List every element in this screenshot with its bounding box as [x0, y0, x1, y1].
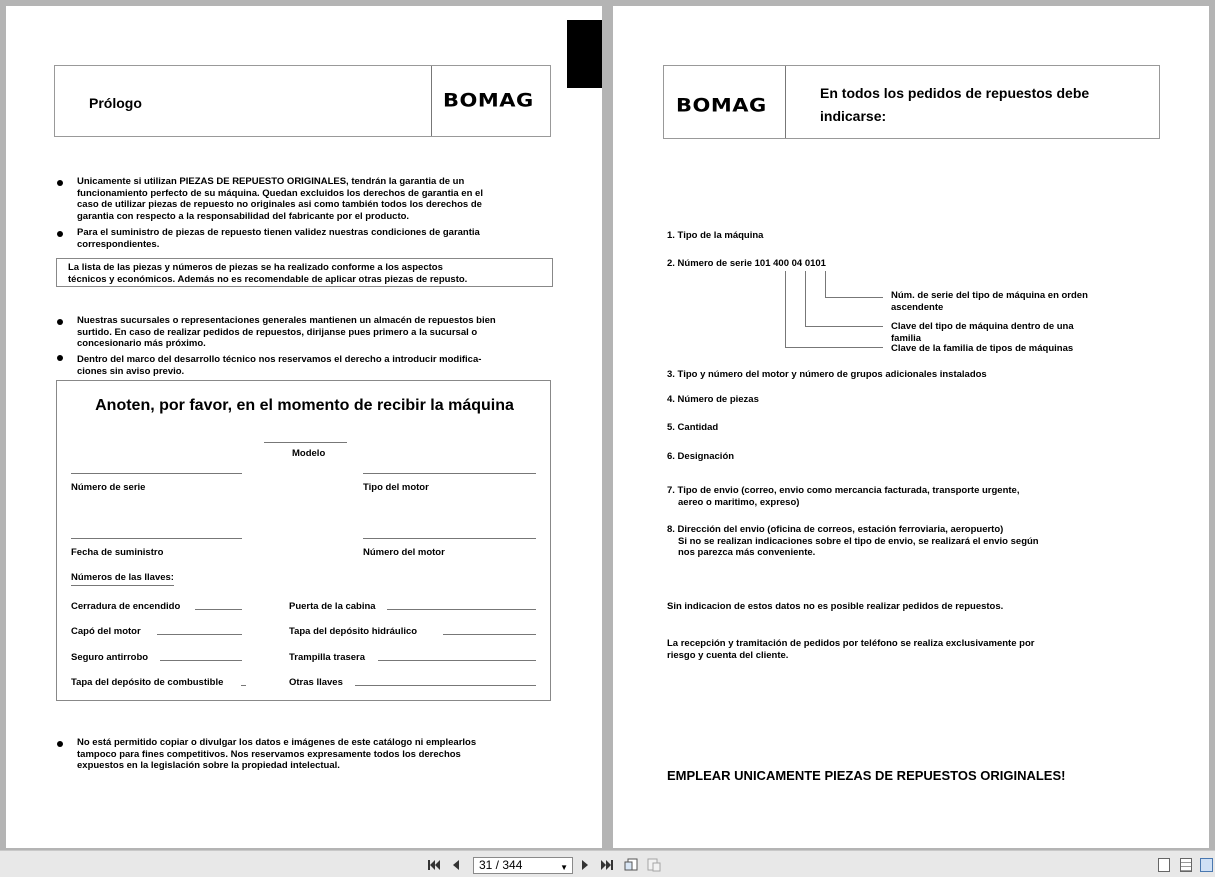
paragraph-branches: Nuestras sucursales o representaciones generales mantienen un almacén de repuestos bien surtido. En caso de realizar pedidos de repuestos, dirijanse pues primero a la sucursal o concesionario más próximo.	[77, 315, 496, 349]
bullet-icon	[57, 319, 63, 325]
page-title: Prólogo	[89, 95, 142, 111]
item-motor: 3. Tipo y número del motor y número de grupos adicionales instalados	[667, 369, 987, 380]
bullet-icon	[57, 355, 63, 361]
paragraph-warranty: Unicamente si utilizan PIEZAS DE REPUESTO ORIGINALES, tendrán la garantia de un funcionamiento perfecto de su máquina. Quedan excluidos los derechos de garantia en el caso de utilizar piezas de repuesto no originales asi como también todos los derechos de garantia con respecto a la responsabilidad del fabricante por el producto.	[77, 176, 483, 222]
go-back-view-button[interactable]	[623, 857, 639, 873]
machine-receipt-form	[56, 380, 551, 701]
bullet-icon	[57, 741, 63, 747]
item-cantidad: 5. Cantidad	[667, 422, 719, 433]
document-page-right	[613, 6, 1209, 848]
bomag-logo: BOMAG	[443, 89, 534, 111]
annotation-serial: Núm. de serie del tipo de máquina en orden ascendente	[891, 290, 1088, 313]
viewer-toolbar	[0, 850, 1215, 877]
bullet-icon	[57, 180, 63, 186]
label-tapa-hidraulico: Tapa del depósito hidráulico	[289, 626, 418, 637]
paragraph-conditions: Para el suministro de piezas de repuesto tienen validez nuestras condiciones de garantia correspondientes.	[77, 227, 480, 250]
annotation-type-key: Clave del tipo de máquina dentro de una familia	[891, 321, 1074, 344]
last-page-button[interactable]	[600, 857, 614, 873]
next-page-icon	[580, 859, 590, 871]
note-box	[56, 258, 553, 287]
page-title: En todos los pedidos de repuestos debe indicarse:	[820, 85, 1090, 124]
label-modelo: Modelo	[292, 448, 326, 459]
label-capo: Capó del motor	[71, 626, 141, 637]
item-designacion: 6. Designación	[667, 451, 735, 462]
first-page-button[interactable]	[427, 857, 441, 873]
item-numero-serie: 2. Número de serie 101 400 04 0101	[667, 258, 826, 269]
form-title: Anoten, por favor, en el momento de recibir la máquina	[95, 397, 514, 414]
section-tab-marker	[567, 20, 602, 88]
label-cerradura: Cerradura de encendido	[71, 601, 181, 612]
label-seguro: Seguro antirrobo	[71, 652, 149, 663]
go-back-view-icon	[624, 858, 639, 872]
label-puerta: Puerta de la cabina	[289, 601, 376, 612]
note-line: La lista de las piezas y números de piezas se ha realizado conforme a los aspectos	[68, 262, 443, 273]
single-page-view-icon[interactable]	[1158, 858, 1170, 872]
note-line: técnicos y económicos. Además no es recomendable de aplicar otras piezas de repusto.	[68, 273, 468, 285]
two-page-view-icon[interactable]	[1200, 858, 1213, 872]
go-forward-view-icon	[647, 858, 662, 872]
label-tipo-motor: Tipo del motor	[363, 482, 429, 493]
label-numero-serie: Número de serie	[71, 482, 146, 493]
note-phone-orders: La recepción y tramitación de pedidos por teléfono se realiza exclusivamente por riesgo y cuenta del cliente.	[667, 638, 1035, 661]
bomag-logo: BOMAG	[676, 94, 767, 116]
label-tapa-combustible: Tapa del depósito de combustible	[71, 677, 224, 688]
document-page-left	[6, 6, 602, 848]
bullet-icon	[57, 231, 63, 237]
item-tipo-envio: 7. Tipo de envio (correo, envio como mercancia facturada, transporte urgente, aereo o maritimo, expreso)	[667, 485, 1020, 508]
footer-original-parts: EMPLEAR UNICAMENTE PIEZAS DE REPUESTOS ORIGINALES!	[667, 768, 1066, 783]
note-required-data: Sin indicacion de estos datos no es posible realizar pedidos de repuestos.	[667, 601, 1004, 612]
first-page-icon	[428, 859, 440, 871]
paragraph-copyright: No está permitido copiar o divulgar los datos e imágenes de este catálogo ni emplearlos tampoco para fines competitivos. Nos reservamos expresamente todos los derechos expuestos en la legislación sobre la propiedad intelectual.	[77, 737, 477, 771]
page-header-box	[54, 65, 551, 137]
next-page-button[interactable]	[579, 857, 591, 873]
item-tipo-maquina: 1. Tipo de la máquina	[667, 230, 764, 241]
previous-page-icon	[451, 859, 461, 871]
item-numero-piezas: 4. Número de piezas	[667, 394, 759, 405]
label-trampilla: Trampilla trasera	[289, 652, 366, 663]
page-header-box	[663, 65, 1160, 139]
dropdown-arrow-icon: ▼	[560, 863, 568, 872]
label-numero-motor: Número del motor	[363, 547, 445, 558]
label-fecha-suministro: Fecha de suministro	[71, 547, 164, 558]
paragraph-modifications: Dentro del marco del desarrollo técnico nos reservamos el derecho a introducir modifica- ciones sin aviso previo.	[77, 354, 482, 377]
label-otras-llaves: Otras llaves	[289, 677, 343, 688]
page-number-field[interactable]: 31 / 344 ▼	[473, 857, 573, 874]
continuous-view-icon[interactable]	[1180, 858, 1192, 872]
last-page-icon	[601, 859, 613, 871]
go-forward-view-button[interactable]	[646, 857, 662, 873]
item-direccion-envio: 8. Dirección del envio (oficina de correos, estación ferroviaria, aeropuerto) Si no se realizan indicaciones sobre el tipo de envio, se realizará el envio según nos parezca más conveniente.	[667, 524, 1039, 558]
annotation-family-key: Clave de la familia de tipos de máquinas	[891, 343, 1074, 354]
label-numeros-llaves: Números de las llaves:	[71, 572, 174, 586]
previous-page-button[interactable]	[450, 857, 462, 873]
